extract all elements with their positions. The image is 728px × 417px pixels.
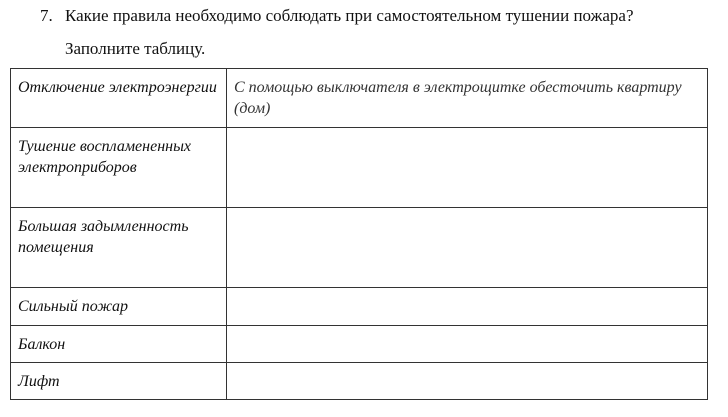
table-row: [11, 69, 708, 128]
question-number: 7.: [40, 6, 53, 25]
situation-cell: [11, 69, 227, 128]
table-row: [11, 288, 708, 326]
situation-text: Сильный пожар: [18, 298, 128, 315]
table-row: [11, 326, 708, 363]
table-row: [11, 208, 708, 288]
situation-cell: [11, 288, 227, 326]
question-text-line: [40, 4, 634, 27]
situation-text: Балкон: [18, 336, 66, 353]
question-text: Какие правила необходимо соблюдать при самостоятельном тушении пожара?: [65, 6, 634, 25]
situation-cell: [11, 208, 227, 288]
fire-rules-table: [10, 68, 708, 400]
action-cell[interactable]: [227, 208, 708, 288]
instruction-text: Заполните таблицу.: [65, 39, 206, 58]
situation-text: Отключение электроэнергии: [18, 79, 217, 96]
situation-text: Тушение воспламененных электроприборов: [18, 138, 192, 176]
situation-text: Большая задымленность помещения: [18, 218, 189, 256]
action-cell[interactable]: [227, 69, 708, 128]
action-cell[interactable]: [227, 326, 708, 363]
situation-cell: [11, 363, 227, 400]
situation-cell: [11, 326, 227, 363]
situation-cell: [11, 128, 227, 208]
action-cell[interactable]: [227, 128, 708, 208]
action-text: С помощью выключателя в электрощитке обесточить квартиру (дом): [234, 79, 682, 117]
situation-text: Лифт: [18, 373, 60, 390]
table-row: [11, 363, 708, 400]
action-cell[interactable]: [227, 288, 708, 326]
table-row: [11, 128, 708, 208]
action-cell[interactable]: [227, 363, 708, 400]
